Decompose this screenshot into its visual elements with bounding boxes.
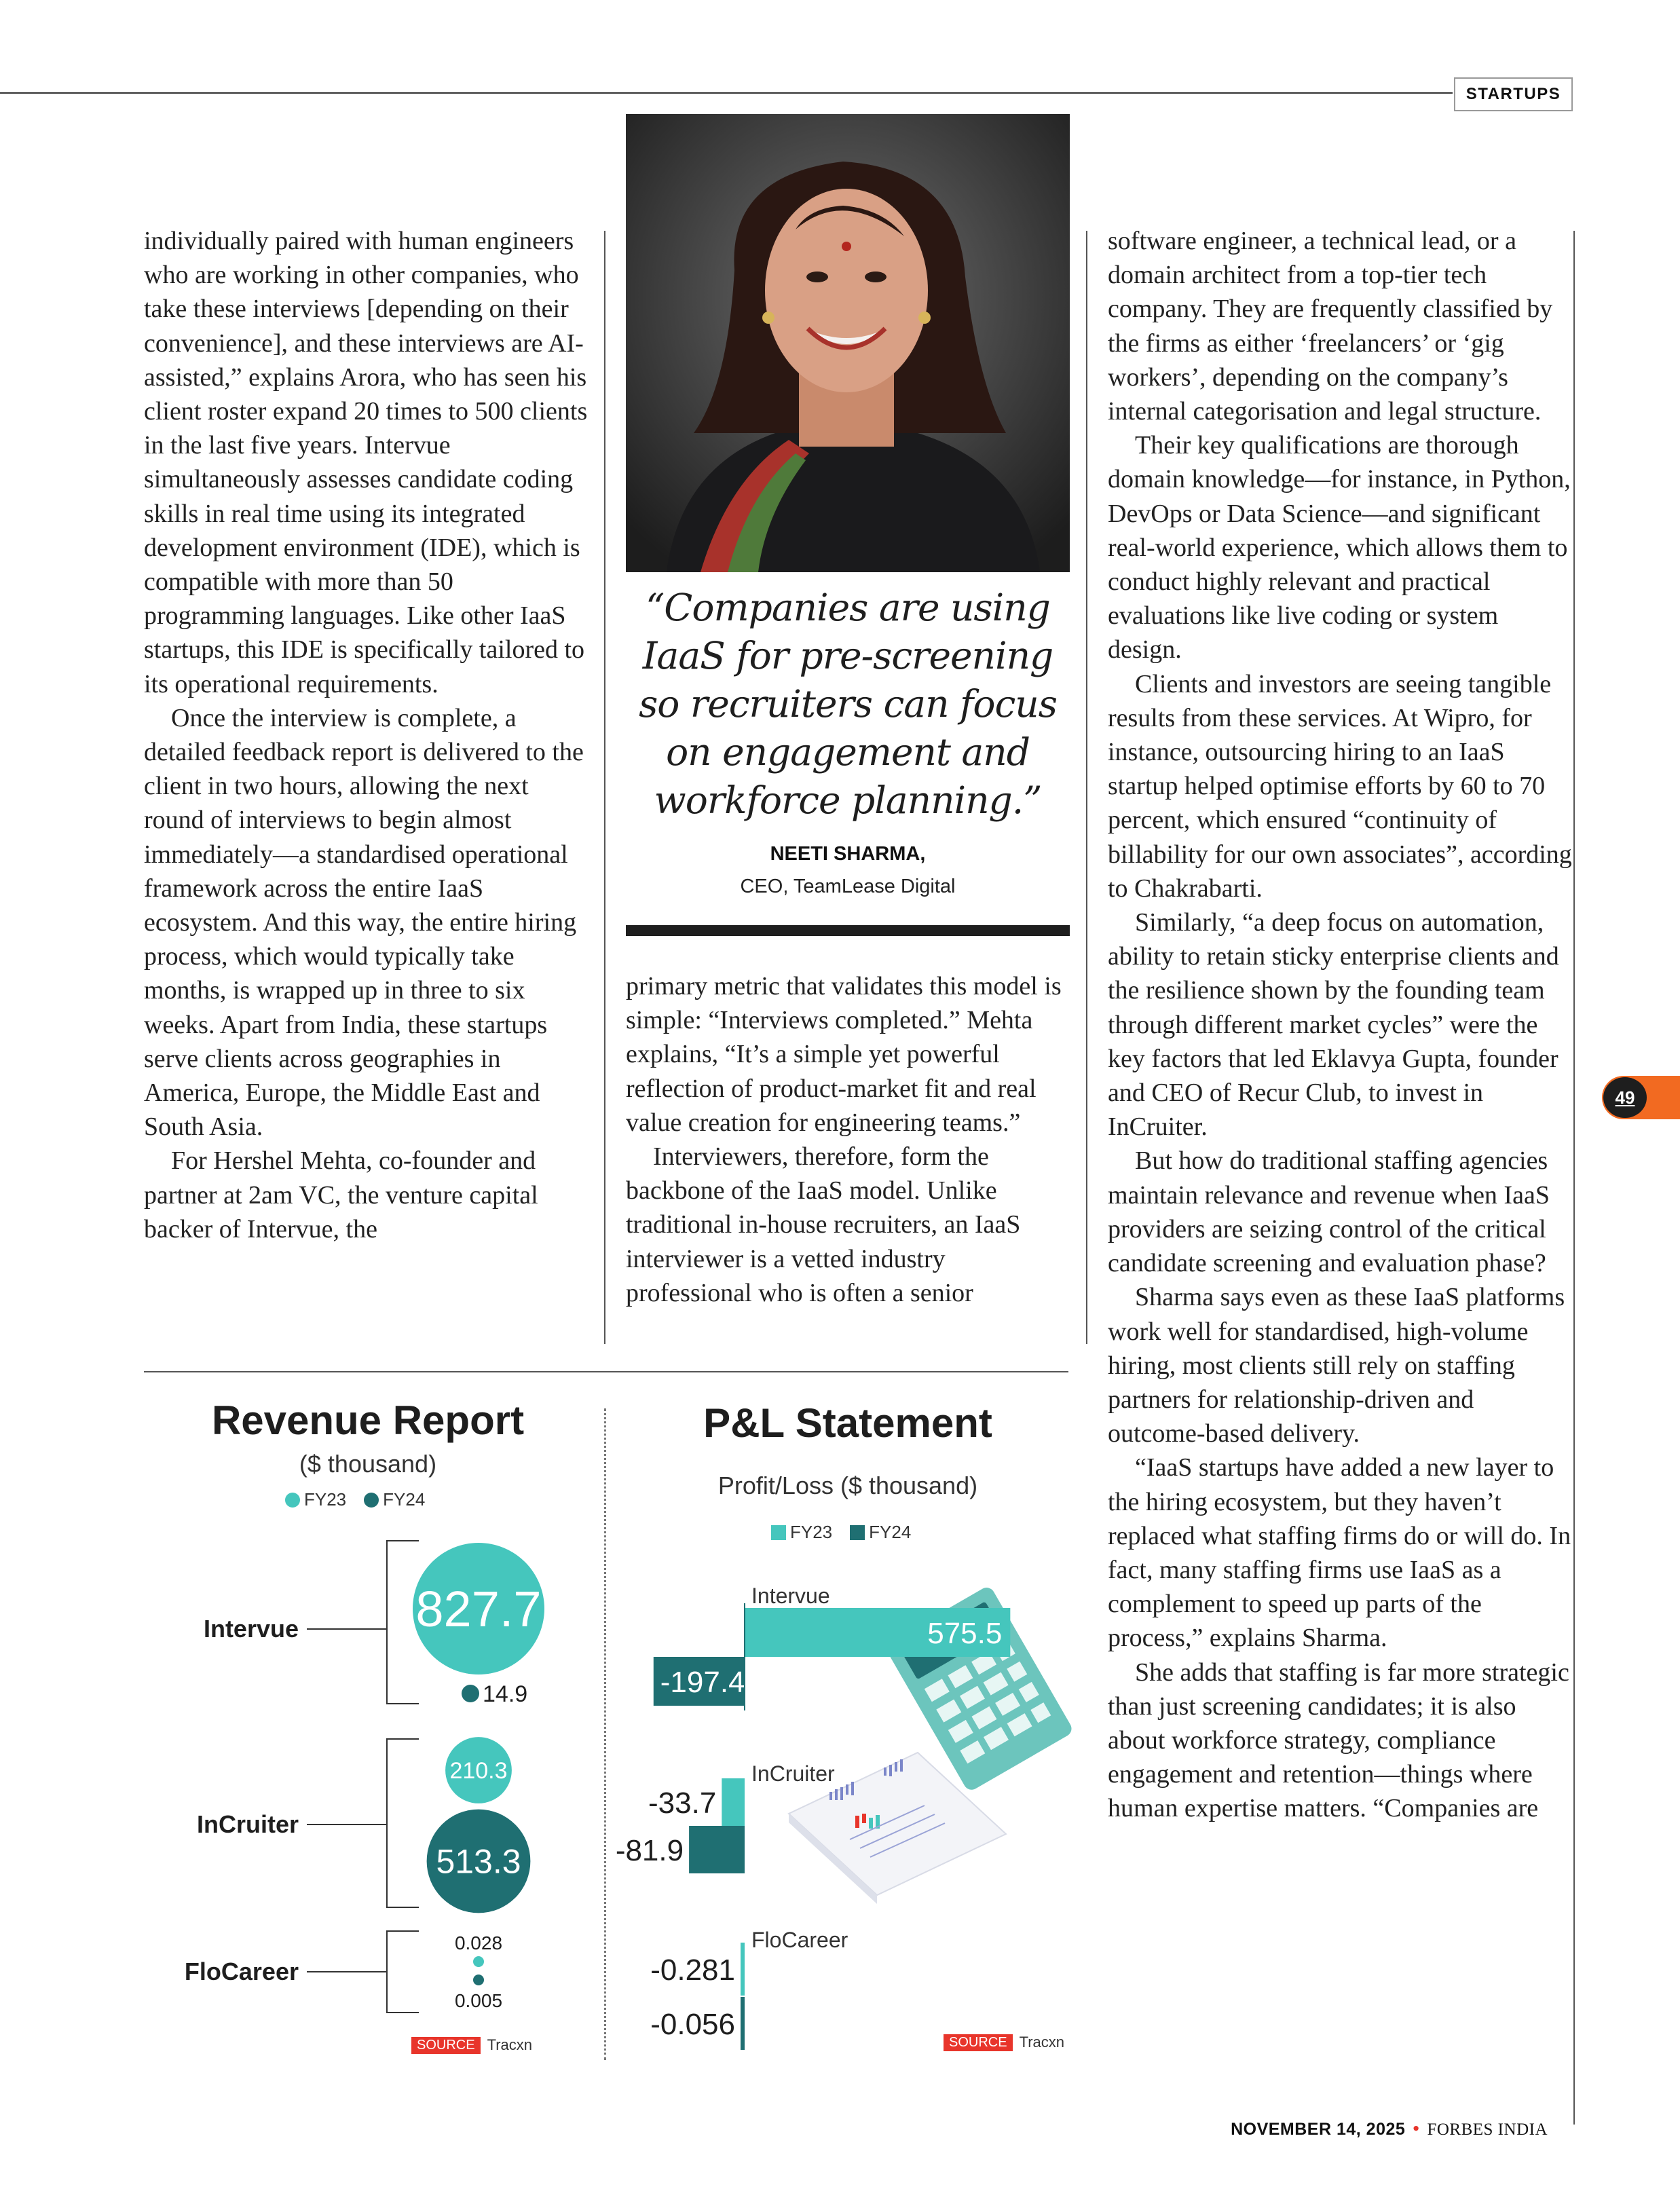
pl-source: SOURCE Tracxn	[944, 2034, 1064, 2051]
bar-fy24-incruiter	[689, 1826, 745, 1873]
group-bracket	[387, 1931, 419, 2013]
article-column-3	[1108, 224, 1576, 1826]
group-bracket	[387, 1541, 419, 1704]
value-label: -197.4	[660, 1666, 745, 1699]
value-label: 827.7	[415, 1580, 542, 1637]
category-label-flocareer: FloCareer	[751, 1928, 848, 1952]
bar-fy23-flocareer	[741, 1943, 745, 1996]
revenue-legend	[285, 1489, 443, 1510]
bar-fy23-incruiter	[722, 1778, 745, 1826]
value-label: 0.005	[454, 1990, 503, 2011]
value-label: 210.3	[449, 1757, 508, 1784]
revenue-chart-title: Revenue Report	[211, 1398, 525, 1443]
legend-item-fy23: FY23	[771, 1522, 832, 1543]
quote-divider-bar	[626, 925, 1070, 936]
value-label: -0.281	[650, 1953, 735, 1987]
category-label-incruiter: InCruiter	[751, 1761, 835, 1786]
footer	[1154, 2119, 1548, 2139]
pl-bar-chart	[615, 1561, 1070, 2050]
category-label-flocareer: FloCareer	[184, 1958, 299, 1985]
quote-attribution-name: NEETI SHARMA,	[770, 843, 926, 865]
paragraph: primary metric that validates this model is simple: “Interviews completed.” Mehta explains, “It’s a simple yet powerful reflection of product-market fit and real value creation for engineering teams.”	[626, 972, 1062, 1137]
revenue-bubble-chart	[144, 1520, 592, 2063]
value-label: -0.056	[650, 2008, 735, 2041]
paragraph: “IaaS startups have added a new layer to the hiring ecosystem, but they haven’t replaced what staffing firms do or will do. In fact, many staffing firms use IaaS as a complement to speed up parts of the process,” explains Sharma.	[1108, 1453, 1571, 1653]
revenue-chart-subtitle: ($ thousand)	[299, 1450, 437, 1478]
category-label-incruiter: InCruiter	[196, 1810, 299, 1838]
value-label: 575.5	[927, 1617, 1003, 1650]
footer-bullet: •	[1411, 2119, 1421, 2139]
bar-fy24-flocareer	[741, 1997, 745, 2050]
paragraph: Similarly, “a deep focus on automation, ability to retain sticky enterprise clients and the resilience shown by the founding team through different market cycles” were the key factors that led Eklavya Gupta, founder and CEO of Recur Club, to invest in InCruiter.	[1108, 908, 1559, 1142]
header-rule	[0, 92, 1453, 94]
bubble-fy24-intervue	[462, 1685, 479, 1702]
paragraph: She adds that staffing is far more strategic than just screening candidates; it is also about workforce strategy, compliance engagement and retention—things where human expertise matters. “Companies are	[1108, 1658, 1569, 1823]
column-divider	[604, 231, 605, 1344]
quote-attribution-title: CEO, TeamLease Digital	[740, 876, 956, 897]
legend-item-fy24: FY24	[364, 1489, 425, 1510]
bubble-fy24-flocareer	[473, 1975, 484, 1985]
article-column-1	[144, 224, 592, 1246]
value-label: -81.9	[615, 1834, 684, 1867]
value-label: -33.7	[648, 1786, 717, 1820]
legend-item-fy23: FY23	[285, 1489, 346, 1510]
revenue-source: SOURCE Tracxn	[411, 2036, 532, 2054]
page-number: 49	[1603, 1077, 1647, 1118]
article-column-2	[626, 969, 1074, 1310]
bubble-fy23-flocareer	[473, 1956, 484, 1967]
pl-chart-title: P&L Statement	[703, 1400, 992, 1446]
charts-divider	[604, 1408, 606, 2060]
value-label: 14.9	[483, 1681, 528, 1707]
category-label-intervue: Intervue	[203, 1615, 299, 1643]
paragraph: Their key qualifications are thorough domain knowledge—for instance, in Python, DevOps or Data Science—and significant real-world experience, which allows them to conduct highly relevant and practical evaluations like live coding or system design.	[1108, 431, 1571, 665]
footer-date: NOVEMBER 14, 2025	[1231, 2120, 1406, 2139]
pull-quote: “Companies are using IaaS for pre-screening so recruiters can focus on engagement and workforce planning.”	[639, 586, 1057, 822]
value-label: 0.028	[454, 1932, 503, 1953]
paragraph: Clients and investors are seeing tangible results from these services. At Wipro, for instance, outsourcing hiring to an IaaS startup helped optimise efforts by 60 to 70 percent, which ensured “continuity of billability for our own associates”, according to Chakrabarti.	[1108, 669, 1572, 903]
paragraph: Interviewers, therefore, form the backbone of the IaaS model. Unlike traditional in-house recruiters, an IaaS interviewer is a vetted industry professional who is often a senior	[626, 1142, 1021, 1307]
paragraph: Once the interview is complete, a detailed feedback report is delivered to the client in two hours, allowing the next round of interviews to begin almost immediately—a standardised operational framework across the entire IaaS ecosystem. And this way, the entire hiring process, which would typically take months, is wrapped up in three to six weeks. Apart from India, these startups serve clients across geographies in America, Europe, the Middle East and South Asia.	[144, 703, 584, 1142]
value-label: 513.3	[436, 1842, 521, 1881]
paragraph: individually paired with human engineers who are working in other companies, who take these interviews [depending on their convenience], and these interviews are AI-assisted,” explains Arora, who has seen his client roster expand 20 times to 500 clients in the last five years. Intervue simultaneously assesses candidate coding skills in real time using its integrated development environment (IDE), which is compatible with more than 50 programming languages. Like other IaaS startups, this IDE is specifically tailored to its operational requirements.	[144, 227, 588, 698]
group-bracket	[387, 1739, 419, 1907]
section-tag: STARTUPS	[1454, 77, 1573, 111]
pl-chart-subtitle: Profit/Loss ($ thousand)	[717, 1472, 978, 1499]
charts-top-rule	[144, 1371, 1068, 1372]
paragraph: Sharma says even as these IaaS platforms work well for standardised, high-volume hiring, most clients still rely on staffing partners for relationship-driven and outcome-based delivery.	[1108, 1283, 1565, 1448]
pl-legend	[771, 1522, 929, 1543]
footer-magazine: FORBES INDIA	[1427, 2120, 1548, 2139]
paragraph: For Hershel Mehta, co-founder and partner at 2am VC, the venture capital backer of Intervue, the	[144, 1146, 538, 1243]
paragraph: software engineer, a technical lead, or a domain architect from a top-tier tech company. They are frequently classified by the firms as either ‘freelancers’ or ‘gig workers’, depending on the company’s internal categorisation and legal structure.	[1108, 227, 1553, 426]
portrait-photo	[626, 114, 1070, 572]
category-label-intervue: Intervue	[751, 1584, 830, 1608]
column-divider	[1086, 231, 1087, 1344]
paragraph: But how do traditional staffing agencies maintain relevance and revenue when IaaS providers are seizing control of the critical candidate screening and evaluation phase?	[1108, 1146, 1550, 1278]
legend-item-fy24: FY24	[850, 1522, 911, 1543]
